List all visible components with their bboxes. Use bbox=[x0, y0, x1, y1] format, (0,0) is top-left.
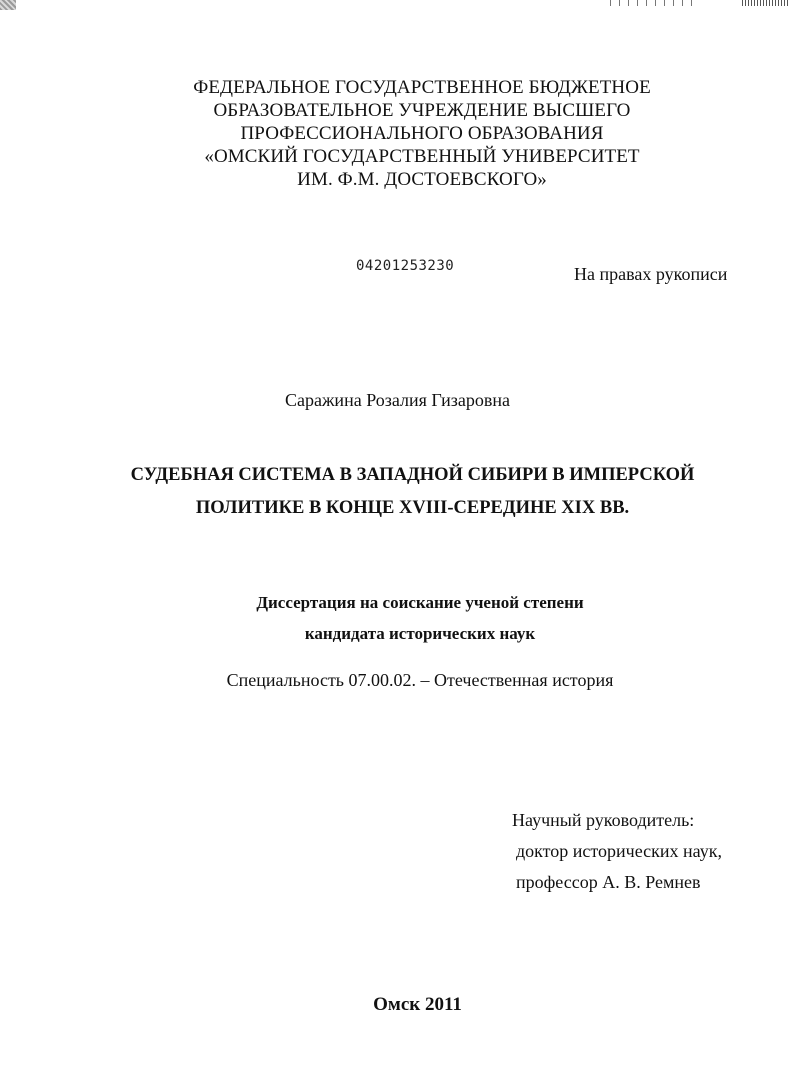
supervisor-heading: Научный руководитель: bbox=[512, 810, 695, 830]
institution-line: ПРОФЕССИОНАЛЬНОГО ОБРАЗОВАНИЯ bbox=[240, 123, 604, 144]
city-and-year: Омск 2011 bbox=[373, 994, 462, 1015]
supervisor-degree: доктор исторических наук, bbox=[516, 841, 722, 861]
institution-line: «ОМСКИЙ ГОСУДАРСТВЕННЫЙ УНИВЕРСИТЕТ bbox=[204, 146, 640, 167]
manuscript-rights-note: На правах рукописи bbox=[574, 264, 728, 284]
thesis-title-line: СУДЕБНАЯ СИСТЕМА В ЗАПАДНОЙ СИБИРИ В ИМПЕРСКОЙ bbox=[130, 465, 695, 485]
scan-edge-marks bbox=[610, 0, 700, 7]
institution-line: ФЕДЕРАЛЬНОЕ ГОСУДАРСТВЕННОЕ БЮДЖЕТНОЕ bbox=[193, 77, 651, 98]
archive-stamp-number: 04201253230 bbox=[356, 258, 455, 274]
author-name: Саражина Розалия Гизаровна bbox=[285, 390, 510, 410]
specialty-line: Специальность 07.00.02. – Отечественная история bbox=[226, 670, 614, 690]
institution-line: ОБРАЗОВАТЕЛЬНОЕ УЧРЕЖДЕНИЕ ВЫСШЕГО bbox=[213, 100, 631, 121]
degree-line: кандидата исторических наук bbox=[304, 624, 536, 643]
degree-line: Диссертация на соискание ученой степени bbox=[256, 593, 584, 612]
supervisor-block bbox=[512, 805, 722, 898]
supervisor-name: профессор А. В. Ремнев bbox=[516, 872, 701, 892]
institution-line: ИМ. Ф.М. ДОСТОЕВСКОГО» bbox=[297, 169, 547, 190]
degree-statement bbox=[0, 587, 795, 649]
thesis-title-line: ПОЛИТИКЕ В КОНЦЕ XVIII-СЕРЕДИНЕ XIX ВВ. bbox=[195, 498, 630, 518]
scan-corner-artifact bbox=[0, 0, 16, 10]
scan-edge-barcode bbox=[742, 0, 790, 7]
institution-name bbox=[150, 76, 694, 191]
thesis-title bbox=[60, 459, 765, 525]
